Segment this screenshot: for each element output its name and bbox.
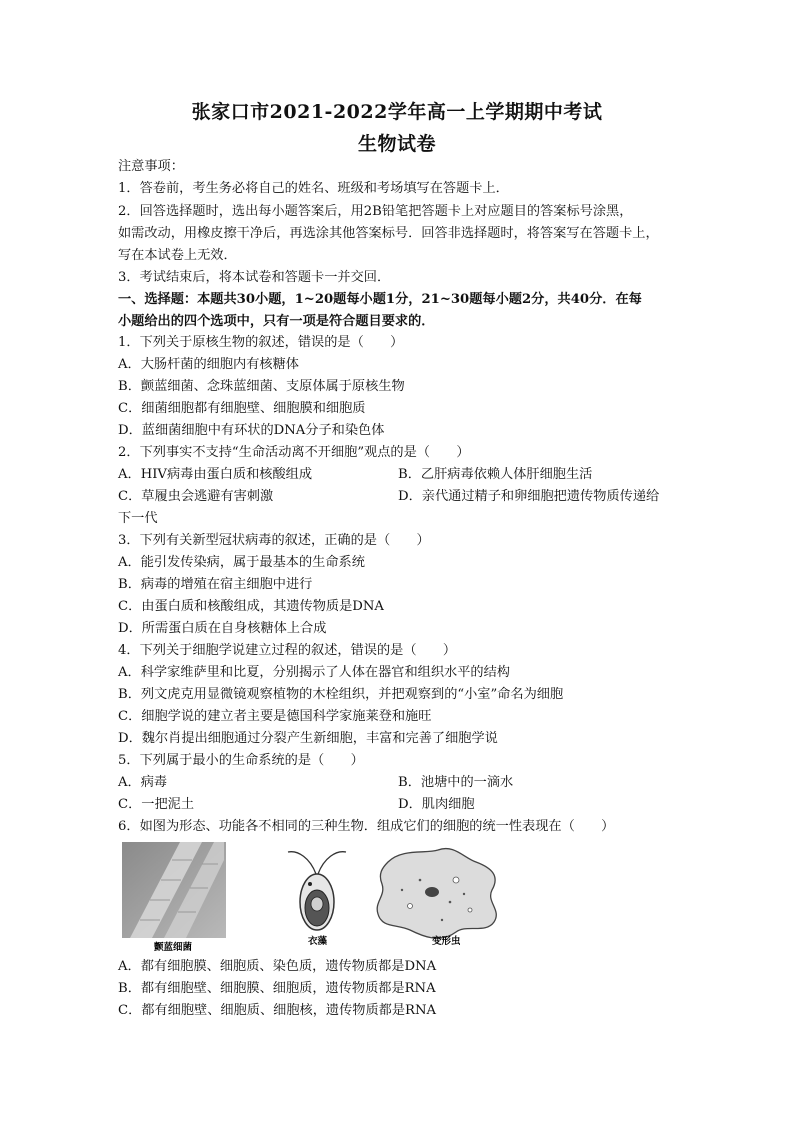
q1-stem: 1．下列关于原核生物的叙述，错误的是（ ） xyxy=(118,335,404,350)
q5-option-a: A．病毒 xyxy=(118,775,168,790)
exam-subtitle: 生物试卷 xyxy=(357,133,436,155)
q5-option-b: B．池塘中的一滴水 xyxy=(398,775,514,790)
q1-option-b: B．颤蓝细菌、念珠蓝细菌、支原体属于原核生物 xyxy=(118,379,405,394)
section-heading-cont: 小题给出的四个选项中，只有一项是符合题目要求的． xyxy=(118,314,435,329)
q6-stem: 6．如图为形态、功能各不相同的三种生物．组成它们的细胞的统一性表现在（ ） xyxy=(118,819,615,834)
q3-option-b: B．病毒的增殖在宿主细胞中进行 xyxy=(118,577,313,592)
notice-item-2: 2．回答选择题时，选出每小题答案后，用2B铅笔把答题卡上对应题目的答案标号涂黑， xyxy=(118,204,633,219)
q5-option-c: C．一把泥土 xyxy=(118,797,195,812)
q2-option-c: C．草履虫会逃避有害刺激 xyxy=(118,489,274,504)
q4-option-d: D．魏尔肖提出细胞通过分裂产生新细胞，丰富和完善了细胞学说 xyxy=(118,731,498,746)
fig-label-chlamydomonas: 衣藻 xyxy=(308,936,328,947)
q4-option-c: C．细胞学说的建立者主要是德国科学家施莱登和施旺 xyxy=(118,709,432,724)
q6-figure xyxy=(120,840,520,952)
q2-option-b: B．乙肝病毒依赖人体肝细胞生活 xyxy=(398,467,593,482)
q2-option-d: D．亲代通过精子和卵细胞把遗传物质传递给 xyxy=(398,489,660,504)
q1-option-d: D．蓝细菌细胞中有环状的DNA分子和染色体 xyxy=(118,423,385,438)
amoeba-image xyxy=(377,849,496,939)
q1-option-a: A．大肠杆菌的细胞内有核糖体 xyxy=(118,357,299,372)
q6-option-c: C．都有细胞壁、细胞质、细胞核，遗传物质都是RNA xyxy=(118,1003,437,1018)
notice-item-3: 3．考试结束后，将本试卷和答题卡一并交回． xyxy=(118,270,391,285)
notice-item-2-cont2: 写在本试卷上无效． xyxy=(118,248,237,263)
q3-option-a: A．能引发传染病，属于最基本的生命系统 xyxy=(118,555,365,570)
q2-option-a: A．HIV病毒由蛋白质和核酸组成 xyxy=(118,467,313,482)
q3-option-d: D．所需蛋白质在自身核糖体上合成 xyxy=(118,621,327,636)
q2-stem: 2．下列事实不支持“生命活动离不开细胞”观点的是（ ） xyxy=(118,445,470,460)
q5-option-d: D．肌肉细胞 xyxy=(398,797,475,812)
q4-option-a: A．科学家维萨里和比夏，分别揭示了人体在器官和组织水平的结构 xyxy=(118,665,510,680)
fig-label-amoeba: 变形虫 xyxy=(432,936,461,947)
q3-option-c: C．由蛋白质和核酸组成，其遗传物质是DNA xyxy=(118,599,384,614)
q3-stem: 3．下列有关新型冠状病毒的叙述，正确的是（ ） xyxy=(118,533,430,548)
fig-label-cyanobacteria: 颤蓝细菌 xyxy=(154,942,193,952)
section-heading: 一、选择题：本题共30小题，1~20题每小题1分，21~30题每小题2分，共40分．在每 xyxy=(118,292,642,307)
q1-option-c: C．细菌细胞都有细胞壁、细胞膜和细胞质 xyxy=(118,401,366,416)
q5-stem: 5．下列属于最小的生命系统的是（ ） xyxy=(118,753,364,768)
notice-heading: 注意事项： xyxy=(118,159,184,174)
exam-title: 张家口市2021-2022学年高一上学期期中考试 xyxy=(191,101,603,123)
organisms-illustration xyxy=(120,840,520,952)
q2-option-d-cont: 下一代 xyxy=(118,511,158,526)
q4-stem: 4．下列关于细胞学说建立过程的叙述，错误的是（ ） xyxy=(118,643,457,658)
cyanobacteria-image xyxy=(122,842,226,938)
notice-item-2-cont: 如需改动，用橡皮擦干净后，再选涂其他答案标号．回答非选择题时，将答案写在答题卡上， xyxy=(118,226,659,241)
q6-option-b: B．都有细胞壁、细胞膜、细胞质，遗传物质都是RNA xyxy=(118,981,436,996)
chlamydomonas-image xyxy=(288,852,346,930)
q6-option-a: A．都有细胞膜、细胞质、染色质，遗传物质都是DNA xyxy=(118,959,437,974)
notice-item-1: 1．答卷前，考生务必将自己的姓名、班级和考场填写在答题卡上． xyxy=(118,181,509,196)
q4-option-b: B．列文虎克用显微镜观察植物的木栓组织，并把观察到的“小室”命名为细胞 xyxy=(118,687,564,702)
